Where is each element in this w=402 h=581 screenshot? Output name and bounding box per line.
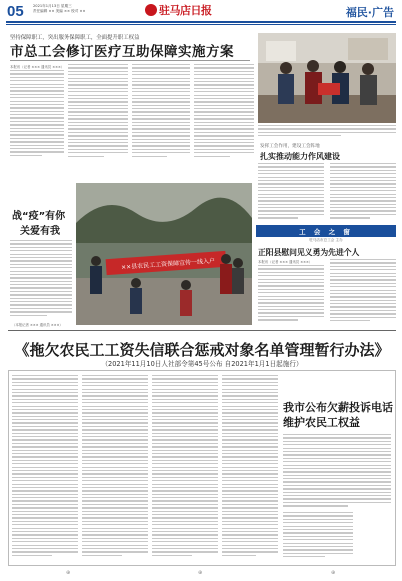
register-mark-icon: ⊕ <box>198 570 203 576</box>
story-four-col-2 <box>330 259 396 325</box>
lead-kicker: 坚持保障职工，突出服务保障职工，全面提升职工权益 <box>10 35 140 41</box>
story-two-text <box>10 240 72 324</box>
story-two-title-2: 关爱有我 <box>20 226 60 237</box>
feature-title: 《拖欠农民工工资失信联合惩戒对象名单管理暂行办法》 <box>14 341 390 359</box>
story-two-title-1: 战“疫”有你 <box>12 211 66 222</box>
section-banner-label: 工 会 之 窗 <box>299 227 353 236</box>
story-three-col-1 <box>258 163 324 223</box>
issue-editors: 责任编辑 ×× 美编 ×× 校对 ×× <box>33 8 86 13</box>
side-story-title-line-1: 我市公布欠薪投诉电话 <box>283 401 393 414</box>
lead-photo <box>258 33 396 123</box>
lead-text-col-2 <box>68 64 128 160</box>
masthead <box>145 2 225 17</box>
feature-subtitle: （2021年11月10日人社部令第45号公布 自2021年1月1日起施行） <box>101 360 303 368</box>
register-mark-icon: ⊕ <box>331 570 336 576</box>
story-four-byline: 本报讯（记者 ××× 通讯员 ×××） <box>258 260 313 264</box>
page-header <box>0 0 402 30</box>
lead-headline: 市总工会修订医疗互助保障实施方案 <box>10 44 234 60</box>
register-mark-icon: ⊕ <box>66 570 71 576</box>
story-three-kicker: 发挥工会作用，建设工会阵地 <box>260 144 320 149</box>
event-photo <box>76 183 252 325</box>
feature-col-4 <box>222 375 278 563</box>
photo-banner-text: ××县农民工工资保障宣传一线入户 <box>120 257 216 272</box>
lead-text-col-1 <box>10 70 64 160</box>
feature-col-3 <box>152 375 218 563</box>
section-banner <box>256 225 396 237</box>
divider <box>10 60 250 61</box>
side-story-title-line-2: 维护农民工权益 <box>283 416 360 429</box>
feature-col-1 <box>12 375 78 563</box>
divider <box>8 330 396 331</box>
lead-text-col-4 <box>194 64 254 160</box>
side-story-text <box>283 434 391 510</box>
story-two-byline: （本报记者 ××× 通讯员 ×××） <box>12 323 63 327</box>
story-four-col-1 <box>258 265 324 325</box>
lead-byline: 本报讯（记者 ××× 通讯员 ×××） <box>10 65 65 69</box>
side-story-title <box>283 400 393 430</box>
lead-photo-caption <box>258 125 396 141</box>
lead-text-col-3 <box>132 64 190 160</box>
header-rule <box>6 21 396 23</box>
event-photo-scene <box>76 183 252 325</box>
story-four-headline: 正阳县慰问见义勇为先进个人 <box>258 248 360 257</box>
lead-photo-scene <box>258 33 396 123</box>
section-banner-caption: 驻马店市总工会 主办 <box>309 238 343 242</box>
page-footer <box>6 570 396 576</box>
newspaper-name: 驻马店日报 <box>159 4 212 17</box>
newspaper-logo-icon <box>145 4 157 16</box>
feature-col-2 <box>82 375 148 563</box>
header-rule-thin <box>6 24 396 25</box>
section-name: 福民·广告 <box>345 6 394 19</box>
side-story-phone-list <box>283 512 353 562</box>
issue-info <box>33 4 86 13</box>
page-number: 05 <box>7 3 24 20</box>
issue-date: 2021年1月13日 星期三 <box>33 4 72 8</box>
story-three-headline: 扎实推动能力作风建设 <box>260 152 340 161</box>
story-three-col-2 <box>330 163 396 223</box>
